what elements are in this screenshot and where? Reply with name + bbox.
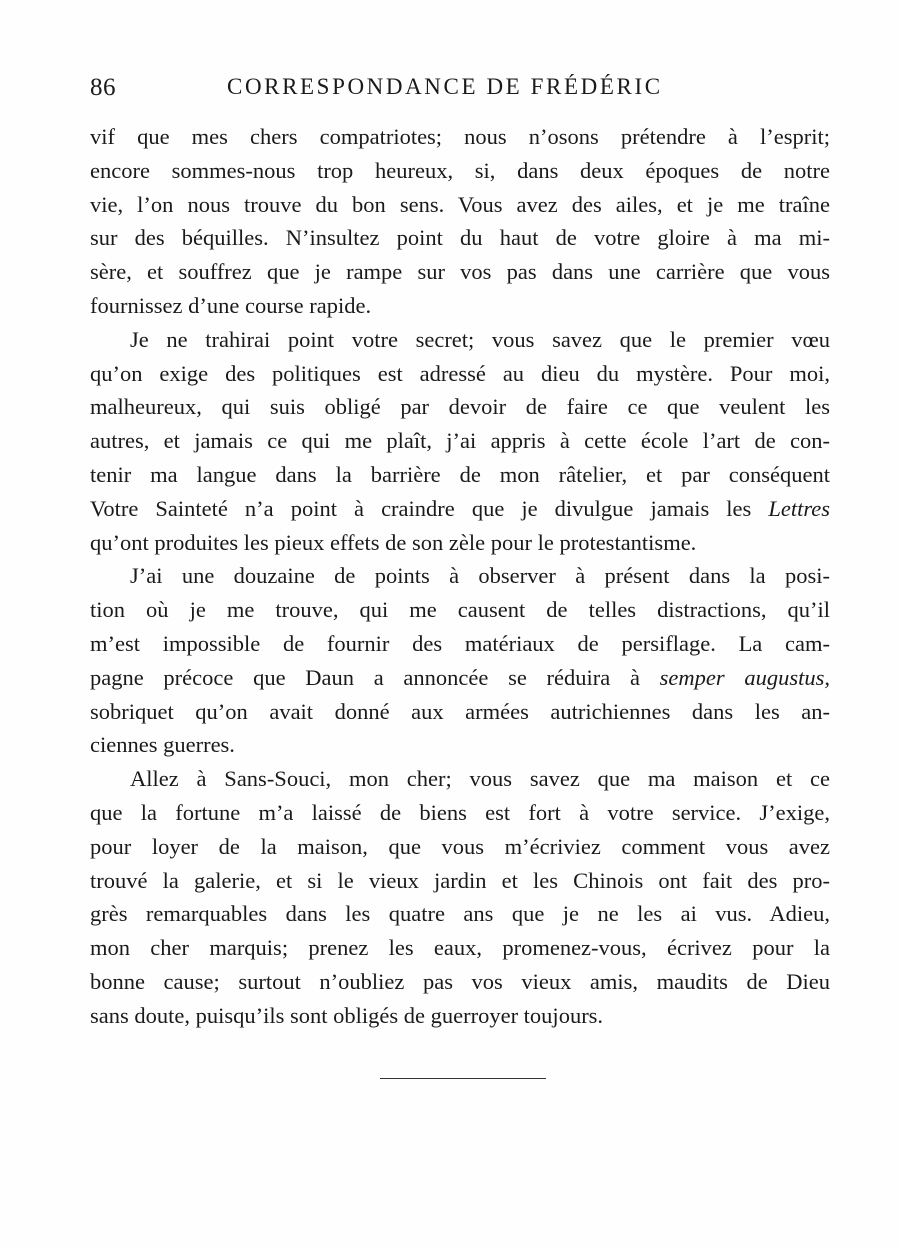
text-line: vie, l’on nous trouve du bon sens. Vous avez des ailes, et je me traîne	[90, 191, 830, 217]
text-line: sère, et souffrez que je rampe sur vos pas dans une carrière que vous	[90, 259, 830, 285]
text-line-with-italic	[90, 492, 830, 526]
italic-latin-phrase: semper augustus,	[659, 664, 830, 690]
paragraph-2	[90, 323, 830, 560]
text-line: tenir ma langue dans la barrière de mon râtelier, et par conséquent	[90, 461, 830, 487]
text-line: sans doute, puisqu’ils sont obligés de guerroyer toujours.	[90, 1002, 604, 1028]
text-line: que la fortune m’a laissé de biens est fort à votre service. J’exige,	[90, 799, 830, 825]
text-line: Allez à Sans-Souci, mon cher; vous savez que ma maison et ce	[130, 766, 830, 792]
paragraph-4	[90, 762, 830, 1032]
text-line: mon cher marquis; prenez les eaux, promenez-vous, écrivez pour la	[90, 935, 830, 961]
text-line: qu’on exige des politiques est adressé au dieu du mystère. Pour moi,	[90, 360, 830, 386]
running-head	[90, 74, 830, 108]
text-line-with-italic	[90, 661, 830, 695]
text-line: tion où je me trouve, qui me causent de telles distractions, qu’il	[90, 597, 830, 623]
paragraph-1	[90, 120, 830, 323]
text-line: J’ai une douzaine de points à observer à présent dans la posi-	[130, 563, 830, 589]
text-segment: pagne précoce que Daun a annoncée se réduira à	[90, 664, 660, 690]
text-line: m’est impossible de fournir des matériaux de persiflage. La cam-	[90, 630, 830, 656]
text-line: malheureux, qui suis obligé par devoir de faire ce que veulent les	[90, 394, 830, 420]
text-line: autres, et jamais ce qui me plaît, j’ai appris à cette école l’art de con-	[90, 428, 830, 454]
text-line: ciennes guerres.	[90, 732, 235, 758]
text-line: encore sommes-nous trop heureux, si, dans deux époques de notre	[90, 157, 830, 183]
section-end-rule	[380, 1078, 546, 1079]
text-line: sur des béquilles. N’insultez point du haut de votre gloire à ma mi-	[90, 225, 830, 251]
running-title: CORRESPONDANCE DE FRÉDÉRIC	[227, 74, 663, 99]
text-line: fournissez d’une course rapide.	[90, 292, 372, 318]
page-number: 86	[90, 74, 116, 101]
text-line: sobriquet qu’on avait donné aux armées autrichiennes dans les an-	[90, 698, 830, 724]
text-line: grès remarquables dans les quatre ans que je ne les ai vus. Adieu,	[90, 901, 830, 927]
text-line: Je ne trahirai point votre secret; vous savez que le premier vœu	[130, 326, 830, 352]
text-line: pour loyer de la maison, que vous m’écriviez comment vous avez	[90, 833, 830, 859]
text-line: bonne cause; surtout n’oubliez pas vos vieux amis, maudits de Dieu	[90, 968, 830, 994]
paragraph-3	[90, 559, 830, 762]
text-line: trouvé la galerie, et si le vieux jardin et les Chinois ont fait des pro-	[90, 867, 830, 893]
letter-text	[90, 120, 830, 1033]
text-line: qu’ont produites les pieux effets de son zèle pour le protestantisme.	[90, 529, 697, 555]
italic-title-lettres: Lettres	[768, 495, 830, 521]
text-line: vif que mes chers compatriotes; nous n’osons prétendre à l’esprit;	[90, 124, 830, 149]
text-segment: Votre Sainteté n’a point à craindre que je divulgue jamais les	[90, 495, 769, 521]
